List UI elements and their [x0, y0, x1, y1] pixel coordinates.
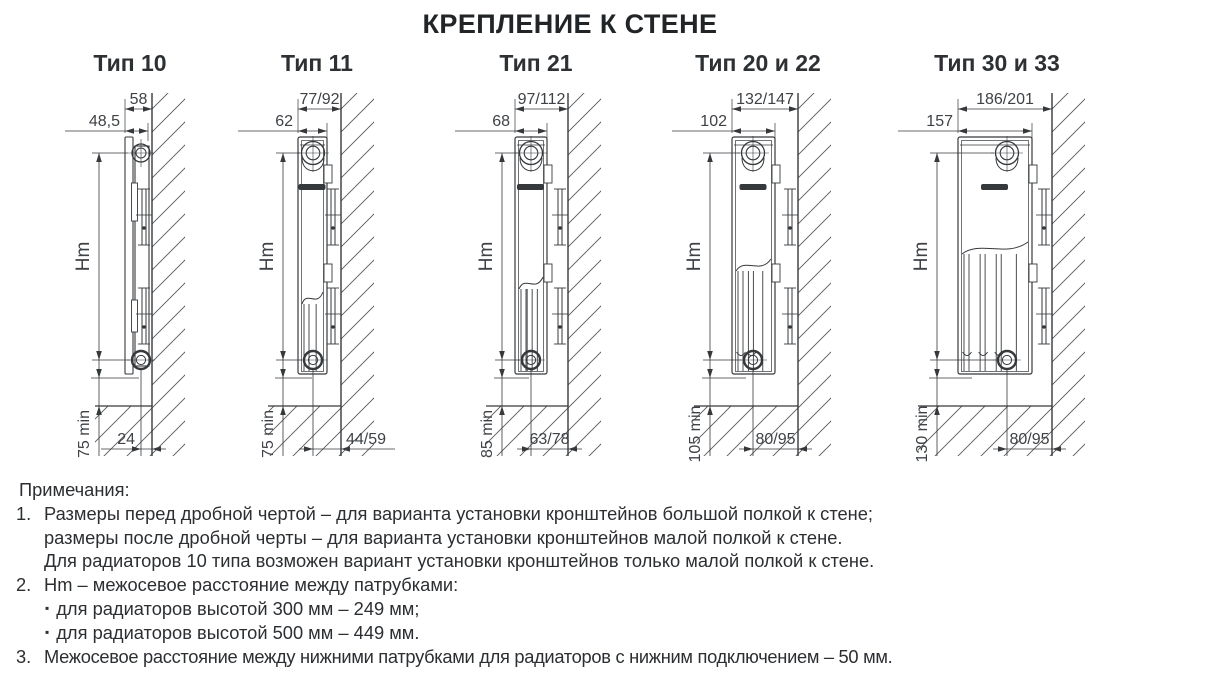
note-marker: 1. — [16, 502, 32, 524]
notes-heading: Примечания: — [19, 479, 130, 500]
radiator-body — [515, 136, 547, 374]
square-bullet-icon: ▪ — [45, 600, 50, 615]
page-title: КРЕПЛЕНИЕ К СТЕНЕ — [422, 9, 718, 39]
dimension-floor-clearance — [687, 360, 746, 462]
note-item-1 — [16, 502, 1212, 573]
dimension-hm — [73, 153, 130, 360]
dim-hm-label: Hm — [257, 241, 278, 272]
note-bullet-text: для радиаторов высотой 300 мм – 249 мм; — [56, 597, 420, 619]
dim-overall-width-label: 97/112 — [517, 91, 566, 108]
notes-section — [16, 478, 1212, 668]
note-line: Межосевое расстояние между нижними патрубками для радиаторов с нижним подключением – 50 мм. — [44, 645, 893, 667]
note-body — [44, 502, 1212, 573]
note-bullet-text: для радиаторов высотой 500 мм – 449 мм. — [56, 621, 420, 643]
note-body — [44, 573, 1212, 644]
radiator-body — [125, 137, 155, 374]
brand-mark — [517, 184, 544, 190]
note-marker: 2. — [16, 574, 32, 596]
note-bullet-row — [44, 597, 1212, 621]
dim-floor-label: 75 min — [260, 409, 277, 459]
dim-depth-label: 157 — [926, 113, 953, 130]
dimension-bottom-offset — [101, 369, 166, 456]
note-bullet-row — [44, 621, 1212, 645]
dim-hm-label: Hm — [911, 241, 932, 272]
dim-depth-label: 48,5 — [88, 113, 120, 130]
note-marker: 3. — [16, 645, 32, 667]
wall-hatch — [0, 80, 761, 470]
dim-hm-label: Hm — [684, 241, 705, 272]
dim-overall-width-label: 58 — [129, 91, 148, 108]
wall-bracket — [772, 264, 798, 344]
radiator-body — [732, 136, 775, 374]
brand-mark — [299, 184, 326, 190]
diagram-label-type-10: Тип 10 — [93, 50, 167, 76]
dim-floor-label: 105 min — [687, 405, 704, 463]
dim-floor-label: 130 min — [914, 405, 931, 463]
dimension-overall-width — [515, 91, 568, 133]
dimension-bottom-offset — [299, 369, 395, 456]
dim-floor-label: 75 min — [76, 409, 93, 459]
dimension-hm — [257, 153, 302, 360]
dim-overall-width-label: 77/92 — [299, 91, 340, 108]
dim-floor-label: 85 min — [479, 409, 496, 459]
dim-overall-width-label: 132/147 — [736, 91, 794, 108]
note-line: Размеры перед дробной чертой – для варианта установки кронштейнов большой полкой к стене; — [44, 502, 874, 524]
dim-overall-width-label: 186/201 — [976, 91, 1034, 108]
dim-bottom-offset-label: 80/95 — [1009, 431, 1050, 448]
dim-depth-label: 68 — [492, 113, 510, 130]
dim-hm-label: Hm — [73, 241, 94, 272]
dimension-overall-width — [298, 91, 341, 133]
note-item-2 — [16, 573, 1212, 644]
note-line: Для радиаторов 10 типа возможен вариант установки кронштейнов только малой полкой к стене. — [44, 550, 875, 572]
dim-bottom-offset-label: 24 — [117, 431, 135, 448]
brand-mark — [981, 184, 1008, 190]
dim-bottom-offset-label: 63/78 — [529, 431, 570, 448]
note-line: Hm – межосевое расстояние между патрубками: — [44, 574, 459, 596]
dim-depth-label: 102 — [700, 113, 727, 130]
dimension-hm — [476, 153, 520, 360]
note-body — [44, 645, 1212, 669]
brand-mark — [740, 184, 767, 190]
diagram-label-type-30-33: Тип 30 и 33 — [934, 50, 1060, 76]
note-item-3 — [16, 645, 1212, 669]
dimension-depth — [65, 113, 148, 141]
dim-hm-label: Hm — [476, 241, 497, 272]
dimension-bottom-offset — [517, 369, 582, 456]
radiator-body — [958, 136, 1032, 374]
dimension-overall-width — [732, 91, 798, 133]
note-line: размеры после дробной черты – для варианта установки кронштейнов малой полкой к стене. — [44, 526, 843, 548]
diagram-label-type-20-22: Тип 20 и 22 — [695, 50, 821, 76]
wall-bracket — [772, 165, 798, 245]
square-bullet-icon: ▪ — [45, 624, 50, 639]
dimension-overall-width — [958, 91, 1052, 133]
diagram-type-11 — [0, 80, 761, 470]
dim-bottom-offset-label: 44/59 — [346, 431, 387, 448]
diagram-label-type-21: Тип 21 — [499, 50, 573, 76]
dimension-floor-clearance — [260, 360, 312, 458]
dim-bottom-offset-label: 80/95 — [755, 431, 796, 448]
dimension-floor-clearance — [914, 360, 972, 462]
diagram-label-type-11: Тип 11 — [281, 50, 353, 76]
dim-depth-label: 62 — [275, 113, 293, 130]
